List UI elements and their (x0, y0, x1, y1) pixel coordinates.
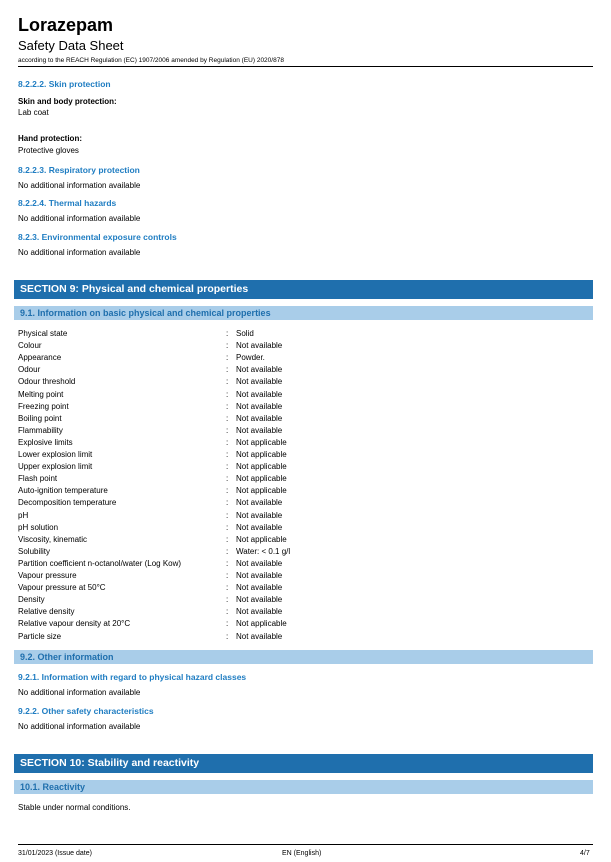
property-value: Not available (236, 522, 283, 532)
property-value: Not available (236, 425, 283, 435)
property-separator: : (226, 571, 229, 580)
property-separator: : (226, 546, 229, 556)
property-row (18, 449, 593, 461)
property-row (18, 546, 593, 558)
section-9-1-bar: 9.1. Information on basic physical and chemical properties (14, 306, 593, 320)
property-separator: : (226, 631, 229, 641)
property-value: Not applicable (236, 619, 287, 629)
environmental-value: No additional information available (18, 248, 141, 257)
property-value: Not applicable (236, 450, 287, 459)
property-name: Explosive limits (18, 437, 73, 447)
property-value: Not available (236, 571, 283, 580)
property-separator: : (226, 607, 229, 617)
property-row (18, 582, 593, 594)
regulation-note: according to the REACH Regulation (EC) 1907/2006 amended by Regulation (EU) 2020/878 (18, 57, 284, 64)
section-9-2-2-value: No additional information available (18, 722, 141, 731)
property-name: Vapour pressure (18, 571, 77, 580)
property-value: Not available (236, 389, 283, 399)
property-value: Not available (236, 365, 283, 375)
property-name: Relative density (18, 607, 75, 617)
property-name: Physical state (18, 329, 68, 338)
property-value: Not available (236, 498, 283, 508)
skin-body-label: Skin and body protection: (18, 97, 117, 106)
property-value: Not available (236, 401, 283, 411)
property-value: Not applicable (236, 486, 287, 496)
property-name: Partition coefficient n-octanol/water (Log Kow) (18, 558, 182, 568)
property-separator: : (226, 462, 229, 472)
property-row (18, 376, 593, 388)
property-separator: : (226, 425, 229, 435)
property-row (18, 510, 593, 522)
respiratory-value: No additional information available (18, 181, 141, 190)
property-separator: : (226, 510, 229, 520)
property-separator: : (226, 365, 229, 375)
property-value: Solid (236, 329, 254, 338)
section-9-2-2-heading: 9.2.2. Other safety characteristics (18, 706, 154, 716)
property-row (18, 389, 593, 401)
property-name: Flammability (18, 425, 63, 435)
property-value: Not available (236, 595, 283, 605)
property-row (18, 352, 593, 364)
property-separator: : (226, 353, 229, 363)
property-value: Not available (236, 558, 283, 568)
footer-language: EN (English) (282, 850, 322, 857)
thermal-value: No additional information available (18, 214, 141, 223)
property-row (18, 340, 593, 352)
footer-issue-date: 31/01/2023 (Issue date) (18, 850, 92, 857)
property-separator: : (226, 437, 229, 447)
property-name: Viscosity, kinematic (18, 534, 88, 544)
footer-page-number: 4/7 (580, 850, 590, 857)
property-name: Freezing point (18, 401, 69, 411)
property-value: Not available (236, 510, 283, 520)
hand-protection-value: Protective gloves (18, 146, 79, 155)
property-value: Powder. (236, 353, 265, 363)
environmental-heading: 8.2.3. Environmental exposure controls (18, 232, 177, 242)
property-name: Melting point (18, 389, 64, 399)
property-row (18, 534, 593, 546)
property-name: Vapour pressure at 50°C (18, 583, 106, 593)
property-separator: : (226, 619, 229, 629)
hand-protection-label: Hand protection: (18, 134, 82, 143)
property-value: Water: < 0.1 g/l (236, 546, 291, 556)
skin-protection-heading: 8.2.2.2. Skin protection (18, 79, 111, 89)
property-separator: : (226, 474, 229, 484)
property-name: Solubility (18, 546, 51, 556)
property-value: Not applicable (236, 437, 287, 447)
property-row (18, 328, 593, 340)
document-subtitle: Safety Data Sheet (18, 38, 124, 53)
property-row (18, 425, 593, 437)
property-value: Not available (236, 607, 283, 617)
section-9-bar: SECTION 9: Physical and chemical properties (14, 280, 593, 299)
document-title: Lorazepam (18, 15, 114, 35)
property-name: pH (18, 510, 29, 520)
thermal-heading: 8.2.2.4. Thermal hazards (18, 198, 117, 208)
property-row (18, 558, 593, 570)
property-name: Odour threshold (18, 377, 76, 387)
property-row (18, 522, 593, 534)
property-value: Not applicable (236, 474, 287, 484)
section-9-2-1-value: No additional information available (18, 688, 141, 697)
property-name: Auto-ignition temperature (18, 486, 108, 496)
property-name: pH solution (18, 522, 59, 532)
property-value: Not applicable (236, 534, 287, 544)
section-10-bar: SECTION 10: Stability and reactivity (14, 754, 593, 773)
property-separator: : (226, 498, 229, 508)
respiratory-heading: 8.2.2.3. Respiratory protection (18, 165, 140, 175)
property-row (18, 594, 593, 606)
property-name: Flash point (18, 474, 58, 484)
property-row (18, 473, 593, 485)
property-row (18, 618, 593, 630)
property-row (18, 497, 593, 509)
property-row (18, 364, 593, 376)
property-value: Not available (236, 341, 283, 351)
property-name: Odour (18, 365, 41, 375)
property-name: Upper explosion limit (18, 462, 93, 472)
property-name: Decomposition temperature (18, 498, 117, 508)
property-name: Appearance (18, 353, 62, 363)
section-9-2-1-heading: 9.2.1. Information with regard to physical hazard classes (18, 672, 247, 682)
property-separator: : (226, 583, 229, 593)
property-separator: : (226, 389, 229, 399)
property-value: Not available (236, 583, 283, 593)
property-row (18, 485, 593, 497)
property-name: Boiling point (18, 413, 62, 423)
property-separator: : (226, 329, 229, 338)
property-value: Not available (236, 377, 283, 387)
property-row (18, 631, 593, 643)
property-row (18, 606, 593, 618)
property-separator: : (226, 534, 229, 544)
property-name: Particle size (18, 631, 62, 641)
property-row (18, 461, 593, 473)
property-value: Not available (236, 631, 283, 641)
section-10-1-bar: 10.1. Reactivity (14, 780, 593, 794)
property-row (18, 401, 593, 413)
property-separator: : (226, 401, 229, 411)
property-separator: : (226, 341, 229, 351)
property-separator: : (226, 522, 229, 532)
footer-divider (18, 844, 593, 845)
property-name: Colour (18, 341, 42, 351)
property-value: Not applicable (236, 462, 287, 472)
property-row (18, 413, 593, 425)
skin-body-value: Lab coat (18, 108, 49, 117)
property-separator: : (226, 595, 229, 605)
property-row (18, 437, 593, 449)
property-separator: : (226, 450, 229, 459)
property-name: Density (18, 595, 45, 605)
property-separator: : (226, 413, 229, 423)
property-name: Lower explosion limit (18, 450, 93, 459)
section-9-2-bar: 9.2. Other information (14, 650, 593, 664)
reactivity-value: Stable under normal conditions. (18, 803, 131, 812)
property-row (18, 570, 593, 582)
header-divider (18, 66, 593, 67)
property-separator: : (226, 558, 229, 568)
property-value: Not available (236, 413, 283, 423)
property-name: Relative vapour density at 20°C (18, 619, 131, 629)
property-separator: : (226, 486, 229, 496)
property-separator: : (226, 377, 229, 387)
